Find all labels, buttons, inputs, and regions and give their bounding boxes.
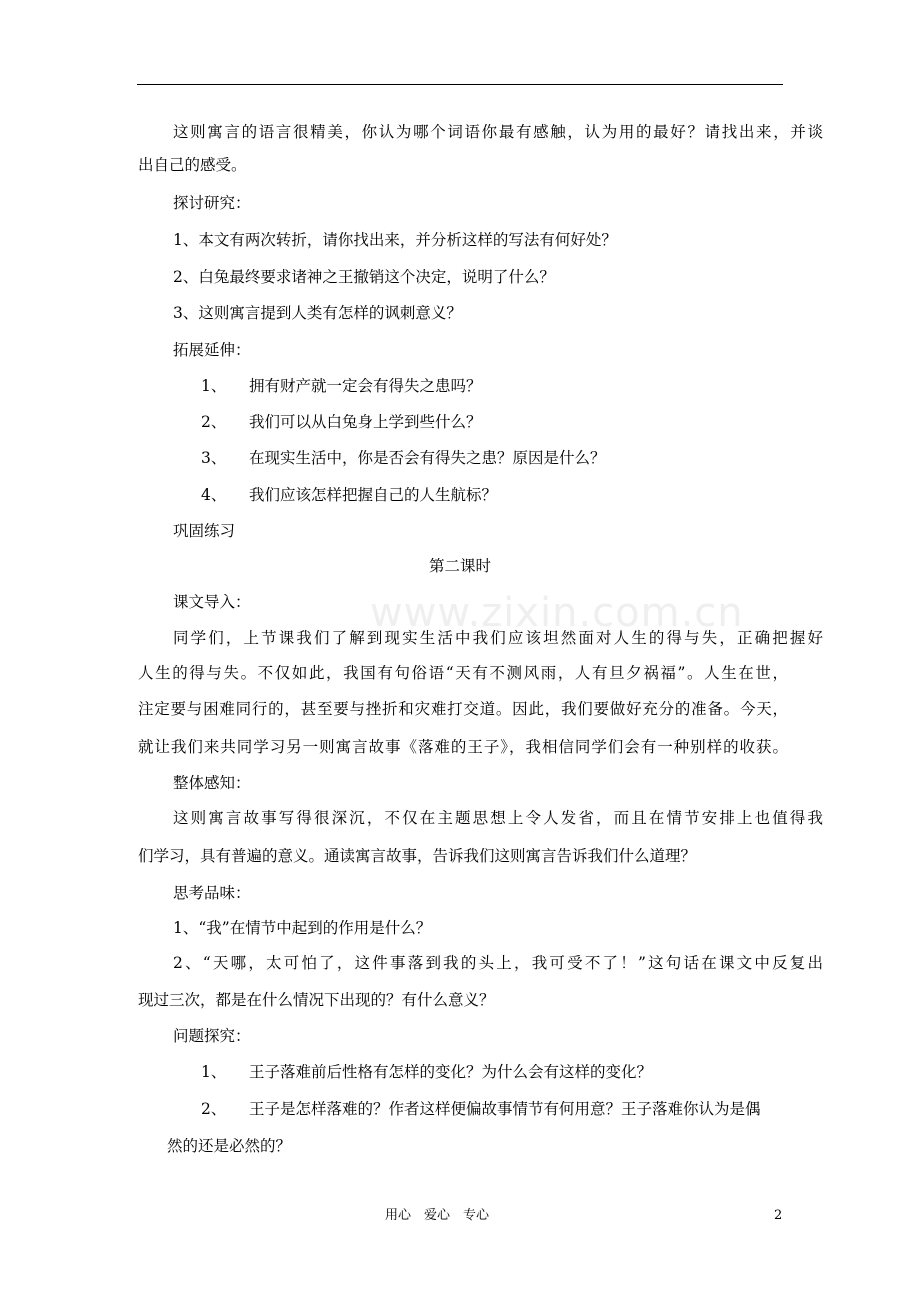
problem-text: 王子是怎样落难的？作者这样便偏故事情节有何用意？王子落难你认为是偶 bbox=[249, 1100, 761, 1118]
extend-text: 在现实生活中，你是否会有得失之患？原因是什么？ bbox=[249, 449, 606, 467]
intro-line-4: 就让我们来共同学习另一则寓言故事《落难的王子》，我相信同学们会有一种别样的收获。 bbox=[138, 738, 788, 756]
extend-text: 拥有财产就一定会有得失之患吗？ bbox=[249, 377, 482, 395]
extend-number: 2、 bbox=[201, 413, 227, 431]
extend-number: 3、 bbox=[201, 449, 227, 467]
extend-text: 我们可以从白兔身上学到些什么？ bbox=[249, 413, 482, 431]
problem-item-2 bbox=[138, 1099, 851, 1119]
heading-intro: 课文导入： bbox=[173, 593, 251, 611]
extend-text: 我们应该怎样把握自己的人生航标？ bbox=[249, 486, 498, 504]
problem-item-1 bbox=[138, 1062, 851, 1082]
heading-discuss: 探讨研究： bbox=[173, 194, 251, 212]
discuss-item-2: 2、白兔最终要求诸神之王撤销这个决定，说明了什么？ bbox=[173, 268, 555, 286]
watermark: www.zixin.com.cn bbox=[370, 590, 744, 636]
extend-item-1 bbox=[138, 376, 851, 396]
discuss-item-1: 1、本文有两次转折，请你找出来，并分析这样的写法有何好处？ bbox=[173, 231, 617, 249]
problem-item-2-continued: 然的还是必然的？ bbox=[167, 1137, 292, 1155]
discuss-item-3: 3、这则寓言提到人类有怎样的讽刺意义？ bbox=[173, 304, 462, 322]
header-rule bbox=[137, 84, 783, 85]
extend-number: 4、 bbox=[201, 486, 227, 504]
extend-item-3 bbox=[138, 448, 851, 468]
extend-item-4 bbox=[138, 485, 851, 505]
heading-think: 思考品味： bbox=[173, 884, 251, 902]
paragraph-1-line-1: 这则寓言的语言很精美，你认为哪个词语你最有感触，认为用的最好？请找出来，并谈 bbox=[173, 123, 823, 141]
heading-problem: 问题探究： bbox=[173, 1027, 251, 1045]
heading-practice: 巩固练习 bbox=[173, 522, 236, 540]
paragraph-1-line-2: 出自己的感受。 bbox=[138, 156, 247, 174]
heading-overall: 整体感知： bbox=[173, 774, 251, 792]
think-item-2-line-1: 2、“天哪，太可怕了，这件事落到我的头上，我可受不了！”这句话在课文中反复出 bbox=[173, 954, 823, 972]
think-item-2-line-2: 现过三次，都是在什么情况下出现的？有什么意义？ bbox=[138, 991, 495, 1009]
intro-line-2: 人生的得与失。不仅如此，我国有句俗语“天有不测风雨，人有旦夕祸福”。人生在世， bbox=[138, 664, 788, 682]
think-item-1: 1、“我”在情节中起到的作用是什么？ bbox=[173, 919, 432, 937]
intro-line-3: 注定要与困难同行的，甚至要与挫折和灾难打交道。因此，我们要做好充分的准备。今天， bbox=[138, 700, 788, 718]
lesson-title: 第二课时 bbox=[428, 557, 491, 575]
overall-line-2: 们学习，具有普遍的意义。通读寓言故事，告诉我们这则寓言告诉我们什么道理？ bbox=[138, 847, 697, 865]
heading-extend: 拓展延伸： bbox=[173, 341, 251, 359]
page-number: 2 bbox=[774, 1208, 783, 1223]
problem-text: 王子落难前后性格有怎样的变化？为什么会有这样的变化？ bbox=[249, 1063, 653, 1081]
intro-line-1: 同学们，上节课我们了解到现实生活中我们应该坦然面对人生的得与失，正确把握好 bbox=[173, 629, 823, 647]
extend-item-2 bbox=[138, 412, 851, 432]
problem-number: 2、 bbox=[201, 1100, 227, 1118]
problem-number: 1、 bbox=[201, 1063, 227, 1081]
extend-number: 1、 bbox=[201, 377, 227, 395]
overall-line-1: 这则寓言故事写得很深沉，不仅在主题思想上令人发省，而且在情节安排上也值得我 bbox=[173, 809, 823, 827]
footer-motto: 用心 爱心 专心 bbox=[385, 1208, 490, 1223]
